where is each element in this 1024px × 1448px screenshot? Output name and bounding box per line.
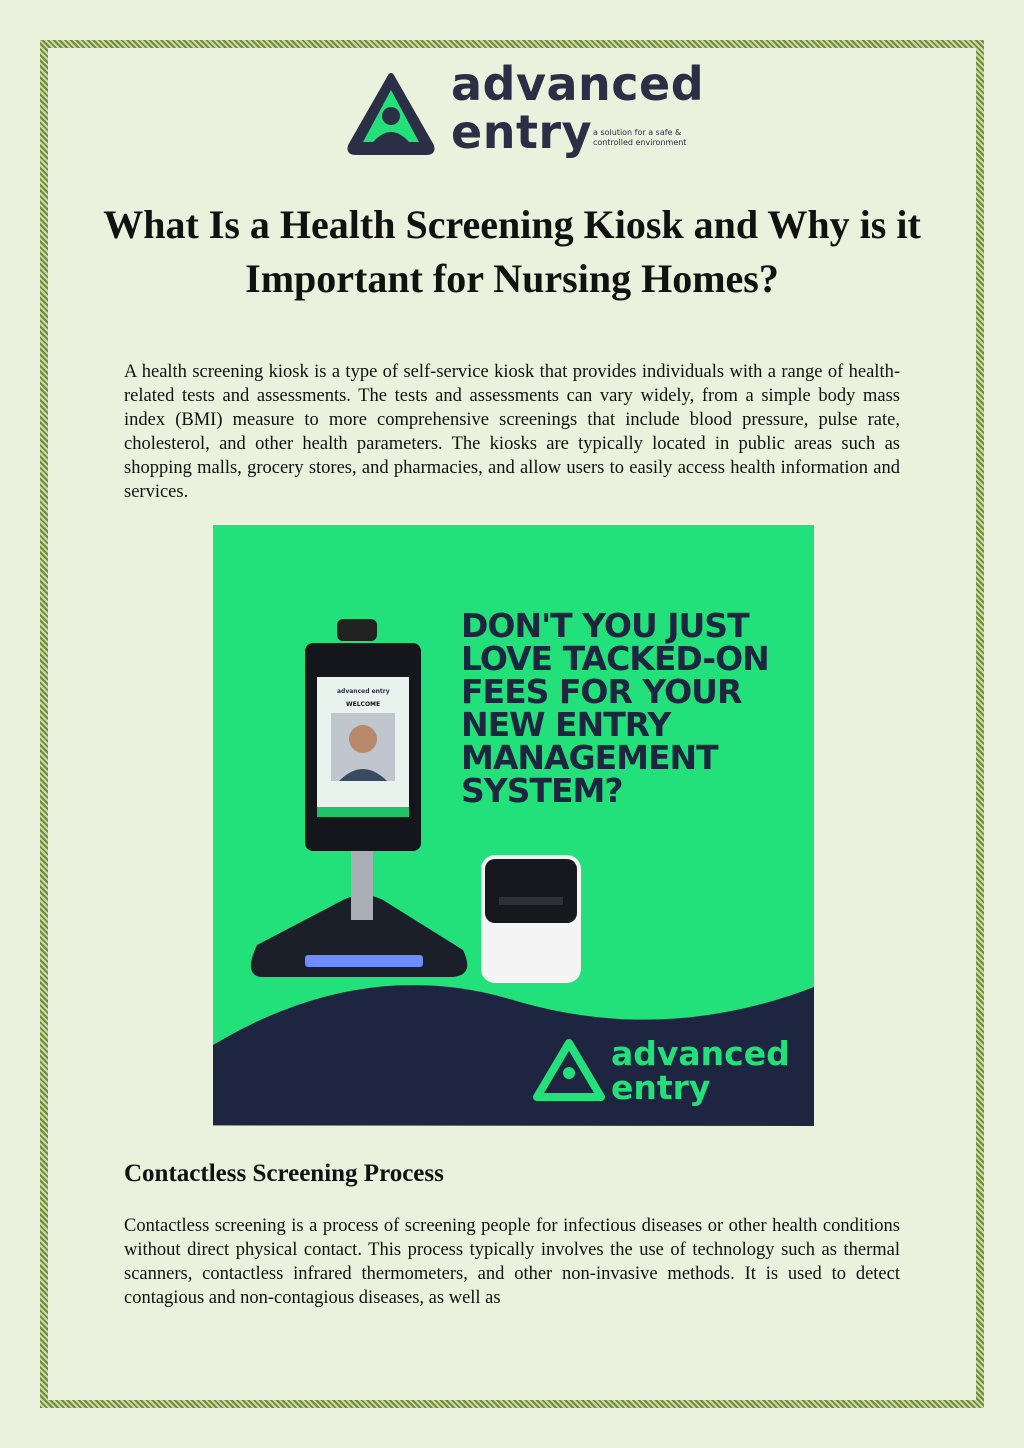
- kiosk-camera: [337, 619, 377, 641]
- section-paragraph: Contactless screening is a process of screening people for infectious diseases or other health conditions without direct physical contact. This process typically involves the use of technology such as thermal scanners, contactless infrared thermometers, and other non-invasive methods. It is used to detect contagious and non-contagious diseases, as well as: [124, 1216, 900, 1308]
- kiosk-pole: [351, 850, 373, 920]
- logo-brand-line-2: entry: [451, 105, 593, 159]
- advanced-entry-logo-icon: [347, 72, 435, 156]
- printer-top: [485, 859, 577, 923]
- kiosk-base-light: [305, 955, 423, 967]
- section-heading: Contactless Screening Process: [124, 1160, 444, 1187]
- kiosk-screen-footer: [317, 807, 409, 817]
- promo-brand-line-1: advanced: [611, 1034, 790, 1073]
- promo-image: [213, 525, 814, 1126]
- article-title: What Is a Health Screening Kiosk and Why is it Important for Nursing Homes?: [103, 202, 921, 301]
- promo-headline: DON'T YOU JUST LOVE TACKED-ON FEES FOR YOUR NEW ENTRY MANAGEMENT SYSTEM?: [461, 606, 769, 810]
- promo-brand-text: [611, 1034, 790, 1107]
- advanced-entry-logo: [347, 57, 705, 172]
- kiosk-screen-brand: advanced entry: [337, 688, 390, 695]
- kiosk-screen-face: [349, 725, 377, 753]
- kiosk-screen-welcome: WELCOME: [346, 701, 381, 708]
- promo-logo-icon-dot: [563, 1067, 575, 1079]
- logo-tagline: a solution for a safe & controlled environment: [593, 128, 687, 147]
- intro-paragraph: A health screening kiosk is a type of self-service kiosk that provides individuals with a range of health-related tests and assessments. The tests and assessments can vary widely, from a simple body mass index (BMI) measure to more comprehensive screenings that include blood pressure, pulse rate, cholesterol, and other health parameters. The kiosks are typically located in public areas such as shopping malls, grocery stores, and pharmacies, and allow users to easily access health information and services.: [124, 362, 900, 502]
- logo-brand-line-1: advanced: [451, 57, 705, 111]
- promo-brand-line-2: entry: [611, 1068, 711, 1107]
- printer-slot: [499, 897, 563, 905]
